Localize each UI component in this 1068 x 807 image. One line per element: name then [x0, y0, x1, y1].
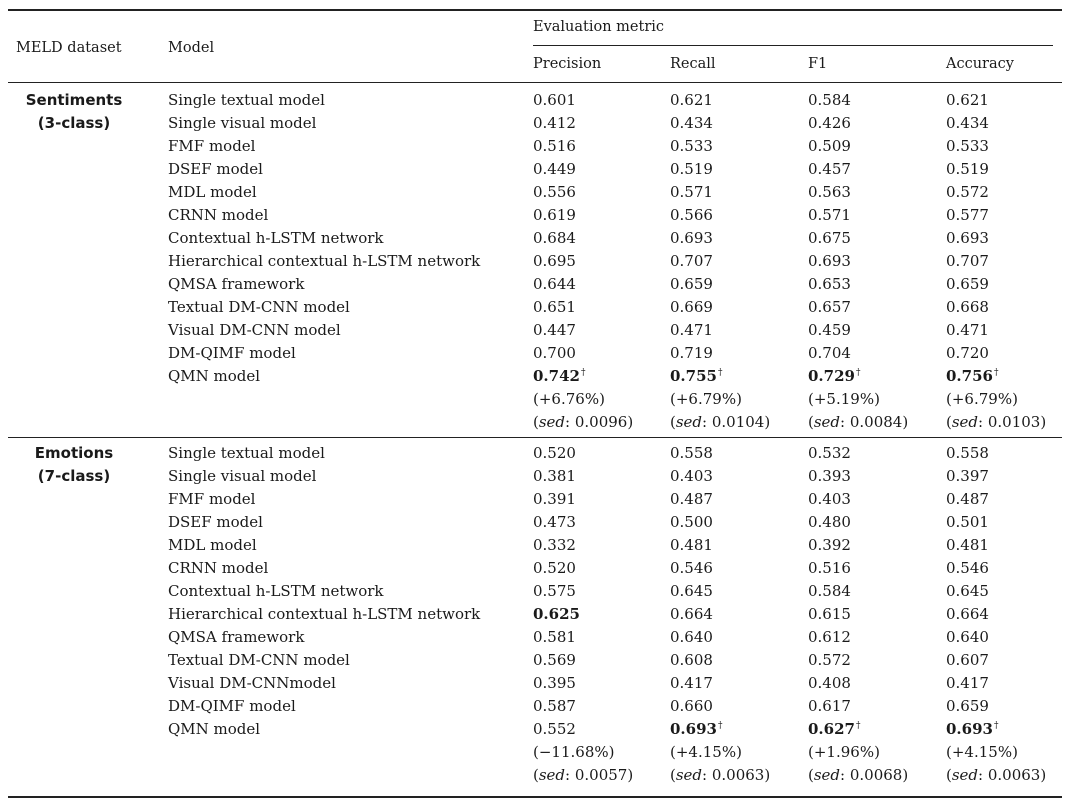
metric-value: 0.487 — [670, 490, 713, 508]
metric-value: 0.645 — [670, 582, 713, 600]
metric-value: 0.471 — [670, 321, 713, 339]
metric-value: 0.720 — [946, 344, 989, 362]
metric-value: 0.719 — [670, 344, 713, 362]
header-f1: F1 — [808, 56, 828, 72]
model-name: DSEF model — [168, 513, 263, 531]
metric-value: 0.397 — [946, 467, 989, 485]
metric-value: 0.471 — [946, 321, 989, 339]
metric-value: 0.693 — [808, 252, 851, 270]
metric-value: 0.659 — [946, 275, 989, 293]
metric-value: 0.519 — [670, 160, 713, 178]
header-recall: Recall — [670, 56, 716, 72]
metric-value: 0.659 — [946, 697, 989, 715]
sed-value-cell: (sed: 0.0068) — [808, 766, 909, 784]
metric-value: 0.700 — [533, 344, 576, 362]
metric-value: 0.607 — [946, 651, 989, 669]
metric-value: 0.563 — [808, 183, 851, 201]
sed-value-cell: (sed: 0.0063) — [670, 766, 771, 784]
model-name: Hierarchical contextual h-LSTM network — [168, 605, 481, 623]
metric-value: 0.645 — [946, 582, 989, 600]
qmn-value-cell — [670, 718, 722, 741]
sed-value: : 0.0103) — [978, 413, 1047, 431]
metric-value: 0.569 — [533, 651, 576, 669]
model-name: MDL model — [168, 183, 257, 201]
metric-value: 0.434 — [670, 114, 713, 132]
metric-value: 0.516 — [808, 559, 851, 577]
model-name: Contextual h-LSTM network — [168, 229, 384, 247]
metric-value: 0.668 — [946, 298, 989, 316]
metric-value: 0.693 — [946, 720, 993, 738]
group-sublabel-emotions: (7-class) — [37, 467, 111, 485]
model-name: QMN model — [168, 367, 261, 385]
sed-value: : 0.0063) — [978, 766, 1047, 784]
metric-value: 0.481 — [946, 536, 989, 554]
metric-value: 0.660 — [670, 697, 713, 715]
metric-value: 0.675 — [808, 229, 851, 247]
model-name: Textual DM-CNN model — [168, 298, 350, 316]
relative-change: (+6.79%) — [670, 390, 742, 408]
relative-change: (+1.96%) — [808, 743, 880, 761]
model-name: Visual DM-CNNmodel — [168, 674, 336, 692]
metric-value: 0.684 — [533, 229, 576, 247]
model-name: MDL model — [168, 536, 257, 554]
metric-value: 0.571 — [808, 206, 851, 224]
sed-value: : 0.0096) — [565, 413, 634, 431]
sed-value-cell: (sed: 0.0103) — [946, 413, 1047, 431]
metric-value: 0.473 — [533, 513, 576, 531]
sed-label: sed — [951, 766, 979, 784]
header-model: Model — [168, 40, 215, 56]
metric-value: 0.417 — [670, 674, 713, 692]
metric-value: 0.509 — [808, 137, 851, 155]
metric-value: 0.621 — [946, 91, 989, 109]
metric-value: 0.500 — [670, 513, 713, 531]
metric-value: 0.520 — [533, 444, 576, 462]
metric-value: 0.391 — [533, 490, 576, 508]
model-name: Single visual model — [168, 467, 317, 485]
header-precision: Precision — [533, 56, 602, 72]
sed-value-cell: (sed: 0.0096) — [533, 413, 634, 431]
metric-value: 0.729 — [808, 367, 855, 385]
significance-dagger: † — [855, 721, 861, 731]
top-rule — [8, 9, 1062, 11]
model-name: Single textual model — [168, 444, 325, 462]
model-name: DM-QIMF model — [168, 344, 296, 362]
metric-value: 0.640 — [670, 628, 713, 646]
metric-value: 0.572 — [946, 183, 989, 201]
model-name: QMN model — [168, 720, 261, 738]
header-dataset: MELD dataset — [16, 40, 122, 56]
significance-dagger: † — [993, 721, 999, 731]
metric-value: 0.625 — [533, 605, 580, 623]
header-evaluation-metric: Evaluation metric — [533, 19, 665, 35]
metric-value: 0.571 — [670, 183, 713, 201]
relative-change: (+6.76%) — [533, 390, 605, 408]
metric-value: 0.704 — [808, 344, 851, 362]
metric-value: 0.617 — [808, 697, 851, 715]
qmn-value-cell — [808, 718, 860, 741]
metric-value: 0.552 — [533, 720, 576, 738]
metric-value: 0.546 — [946, 559, 989, 577]
model-name: Textual DM-CNN model — [168, 651, 350, 669]
metric-value: 0.332 — [533, 536, 576, 554]
model-name: Visual DM-CNN model — [168, 321, 341, 339]
metric-value: 0.566 — [670, 206, 713, 224]
metric-value: 0.608 — [670, 651, 713, 669]
metric-value: 0.447 — [533, 321, 576, 339]
metric-value: 0.519 — [946, 160, 989, 178]
metric-value: 0.742 — [533, 367, 580, 385]
significance-dagger: † — [717, 368, 723, 378]
qmn-value-cell — [670, 365, 722, 388]
sed-label: sed — [813, 413, 841, 431]
sed-label: sed — [813, 766, 841, 784]
model-name: DSEF model — [168, 160, 263, 178]
sed-value-cell: (sed: 0.0057) — [533, 766, 634, 784]
metric-value: 0.707 — [670, 252, 713, 270]
metric-value: 0.501 — [946, 513, 989, 531]
metric-value: 0.695 — [533, 252, 576, 270]
metric-value: 0.480 — [808, 513, 851, 531]
sed-value-cell: (sed: 0.0063) — [946, 766, 1047, 784]
metric-value: 0.575 — [533, 582, 576, 600]
model-name: Contextual h-LSTM network — [168, 582, 384, 600]
metric-value: 0.657 — [808, 298, 851, 316]
qmn-value-cell — [808, 365, 860, 388]
significance-dagger: † — [993, 368, 999, 378]
model-name: CRNN model — [168, 206, 269, 224]
group-label-sentiments: Sentiments — [25, 91, 123, 109]
sed-value: : 0.0057) — [565, 766, 634, 784]
sed-value: : 0.0068) — [840, 766, 909, 784]
metric-value: 0.653 — [808, 275, 851, 293]
metric-value: 0.533 — [670, 137, 713, 155]
metric-value: 0.640 — [946, 628, 989, 646]
qmn-value-cell — [946, 718, 998, 741]
group-sublabel-sentiments: (3-class) — [37, 114, 111, 132]
metric-value: 0.693 — [946, 229, 989, 247]
qmn-value-cell — [533, 365, 585, 388]
sed-value-cell: (sed: 0.0084) — [808, 413, 909, 431]
metric-value: 0.664 — [670, 605, 713, 623]
header-rule — [8, 82, 1062, 83]
metric-value: 0.615 — [808, 605, 851, 623]
metric-value: 0.459 — [808, 321, 851, 339]
bottom-rule — [8, 796, 1062, 798]
metric-value: 0.659 — [670, 275, 713, 293]
sed-value-cell: (sed: 0.0104) — [670, 413, 771, 431]
sed-value: : 0.0084) — [840, 413, 909, 431]
metric-value: 0.533 — [946, 137, 989, 155]
metric-value: 0.619 — [533, 206, 576, 224]
metric-value: 0.381 — [533, 467, 576, 485]
metric-value: 0.558 — [946, 444, 989, 462]
metric-value: 0.693 — [670, 229, 713, 247]
metric-value: 0.457 — [808, 160, 851, 178]
model-name: FMF model — [168, 137, 256, 155]
metric-value: 0.584 — [808, 91, 851, 109]
model-name: Single textual model — [168, 91, 325, 109]
sed-label: sed — [675, 413, 703, 431]
metric-value: 0.395 — [533, 674, 576, 692]
qmn-value-cell — [946, 365, 998, 388]
metric-value: 0.434 — [946, 114, 989, 132]
sed-value: : 0.0104) — [702, 413, 771, 431]
model-name: QMSA framework — [168, 628, 305, 646]
metric-value: 0.651 — [533, 298, 576, 316]
metric-value: 0.481 — [670, 536, 713, 554]
header-accuracy: Accuracy — [946, 56, 1014, 72]
metric-value: 0.581 — [533, 628, 576, 646]
metric-value: 0.755 — [670, 367, 717, 385]
metric-value: 0.532 — [808, 444, 851, 462]
model-name: DM-QIMF model — [168, 697, 296, 715]
model-name: CRNN model — [168, 559, 269, 577]
group-label-emotions: Emotions — [34, 444, 114, 462]
metric-value: 0.516 — [533, 137, 576, 155]
metric-value: 0.449 — [533, 160, 576, 178]
model-name: FMF model — [168, 490, 256, 508]
metric-value: 0.417 — [946, 674, 989, 692]
relative-change: (−11.68%) — [533, 743, 615, 761]
sed-value: : 0.0063) — [702, 766, 771, 784]
metric-value: 0.707 — [946, 252, 989, 270]
metric-value: 0.546 — [670, 559, 713, 577]
metric-value: 0.584 — [808, 582, 851, 600]
model-name: QMSA framework — [168, 275, 305, 293]
metric-value: 0.693 — [670, 720, 717, 738]
metric-value: 0.756 — [946, 367, 993, 385]
metric-value: 0.627 — [808, 720, 855, 738]
significance-dagger: † — [580, 368, 586, 378]
model-name: Hierarchical contextual h-LSTM network — [168, 252, 481, 270]
metric-value: 0.412 — [533, 114, 576, 132]
metric-value: 0.426 — [808, 114, 851, 132]
metric-value: 0.558 — [670, 444, 713, 462]
sed-label: sed — [951, 413, 979, 431]
metric-value: 0.393 — [808, 467, 851, 485]
metric-value: 0.587 — [533, 697, 576, 715]
sed-label: sed — [538, 766, 566, 784]
sed-label: sed — [538, 413, 566, 431]
relative-change: (+6.79%) — [946, 390, 1018, 408]
metric-value: 0.644 — [533, 275, 576, 293]
relative-change: (+4.15%) — [946, 743, 1018, 761]
metric-value: 0.487 — [946, 490, 989, 508]
metric-value: 0.403 — [808, 490, 851, 508]
metric-value: 0.612 — [808, 628, 851, 646]
metric-value: 0.408 — [808, 674, 851, 692]
metric-value: 0.601 — [533, 91, 576, 109]
metric-value: 0.520 — [533, 559, 576, 577]
metric-value: 0.572 — [808, 651, 851, 669]
significance-dagger: † — [855, 368, 861, 378]
metric-value: 0.669 — [670, 298, 713, 316]
metric-value: 0.577 — [946, 206, 989, 224]
metric-value: 0.403 — [670, 467, 713, 485]
metric-group-rule — [533, 45, 1053, 46]
qmn-value-cell — [533, 718, 576, 741]
sed-label: sed — [675, 766, 703, 784]
metric-value: 0.556 — [533, 183, 576, 201]
relative-change: (+5.19%) — [808, 390, 880, 408]
group-separator-rule — [8, 437, 1062, 438]
relative-change: (+4.15%) — [670, 743, 742, 761]
significance-dagger: † — [717, 721, 723, 731]
metric-value: 0.621 — [670, 91, 713, 109]
model-name: Single visual model — [168, 114, 317, 132]
metric-value: 0.664 — [946, 605, 989, 623]
metric-value: 0.392 — [808, 536, 851, 554]
